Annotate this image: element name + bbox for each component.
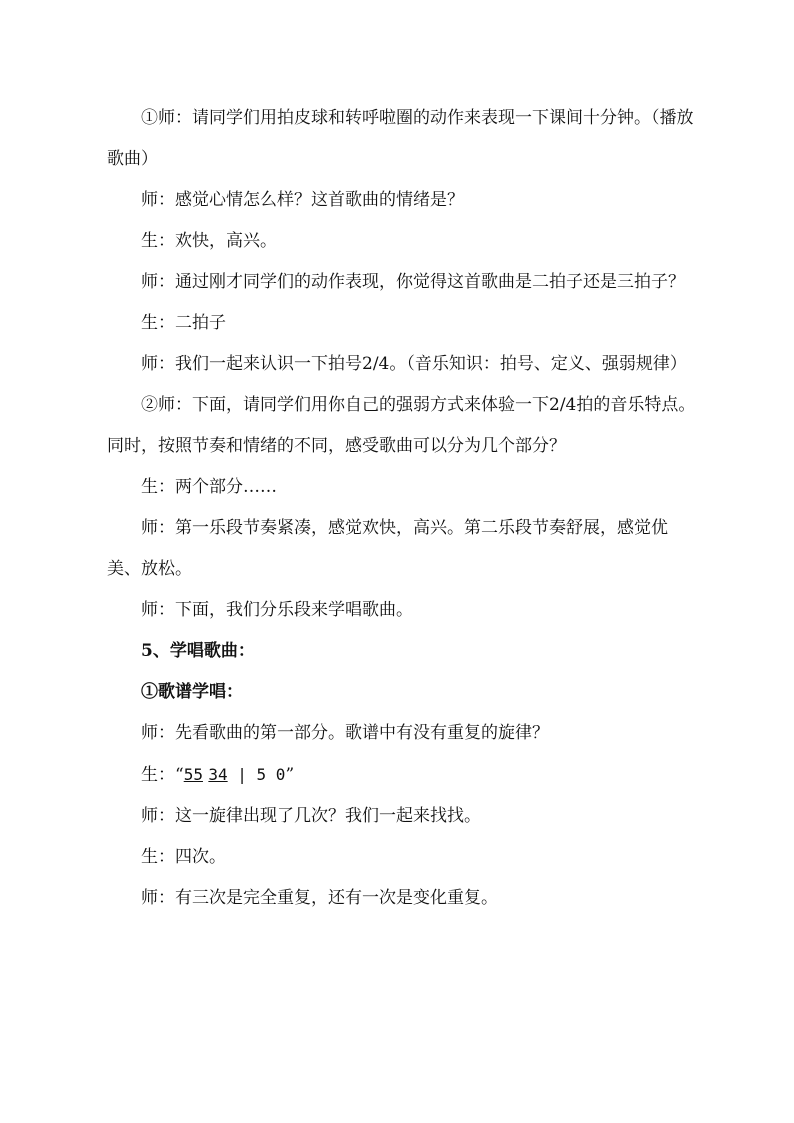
paragraph: 生：欢快，高兴。 xyxy=(141,231,277,251)
notation-line xyxy=(107,754,697,796)
notation-suffix: ” xyxy=(285,765,295,785)
section-heading: 5、学唱歌曲： xyxy=(141,641,255,661)
paragraph: 师：先看歌曲的第一部分。歌谱中有没有重复的旋律？ xyxy=(141,723,549,743)
note-group: 55 xyxy=(183,765,203,784)
document-page xyxy=(107,98,697,919)
paragraph: ②师：下面，请同学们用你自己的强弱方式来体验一下2/4拍的音乐特点。同时，按照节奏和情绪的不同，感受歌曲可以分为几个部分？ xyxy=(107,395,696,456)
paragraph: 生：四次。 xyxy=(141,847,226,867)
paragraph: 生：两个部分…… xyxy=(141,477,277,497)
note-group: 34 xyxy=(208,765,228,784)
paragraph: 师：这一旋律出现了几次？我们一起来找找。 xyxy=(141,806,481,826)
paragraph: 师：我们一起来认识一下拍号2/4。（音乐知识：拍号、定义、强弱规律） xyxy=(141,354,687,374)
paragraph: 师：有三次是完全重复，还有一次是变化重复。 xyxy=(141,888,498,908)
subsection-heading: ①歌谱学唱： xyxy=(141,682,243,702)
note-rest: | 5 0 xyxy=(227,765,286,784)
paragraph: 师：通过刚才同学们的动作表现，你觉得这首歌曲是二拍子还是三拍子？ xyxy=(141,272,685,292)
paragraph: 师：感觉心情怎么样？这首歌曲的情绪是？ xyxy=(141,190,464,210)
paragraph: 生：二拍子 xyxy=(141,313,226,333)
paragraph: ①师：请同学们用拍皮球和转呼啦圈的动作来表现一下课间十分钟。（播放歌曲） xyxy=(107,108,694,169)
paragraph: 师：下面，我们分乐段来学唱歌曲。 xyxy=(141,600,413,620)
notation-prefix: 生：“ xyxy=(141,765,184,785)
paragraph: 师：第一乐段节奏紧凑，感觉欢快，高兴。第二乐段节奏舒展，感觉优美、放松。 xyxy=(107,518,668,579)
